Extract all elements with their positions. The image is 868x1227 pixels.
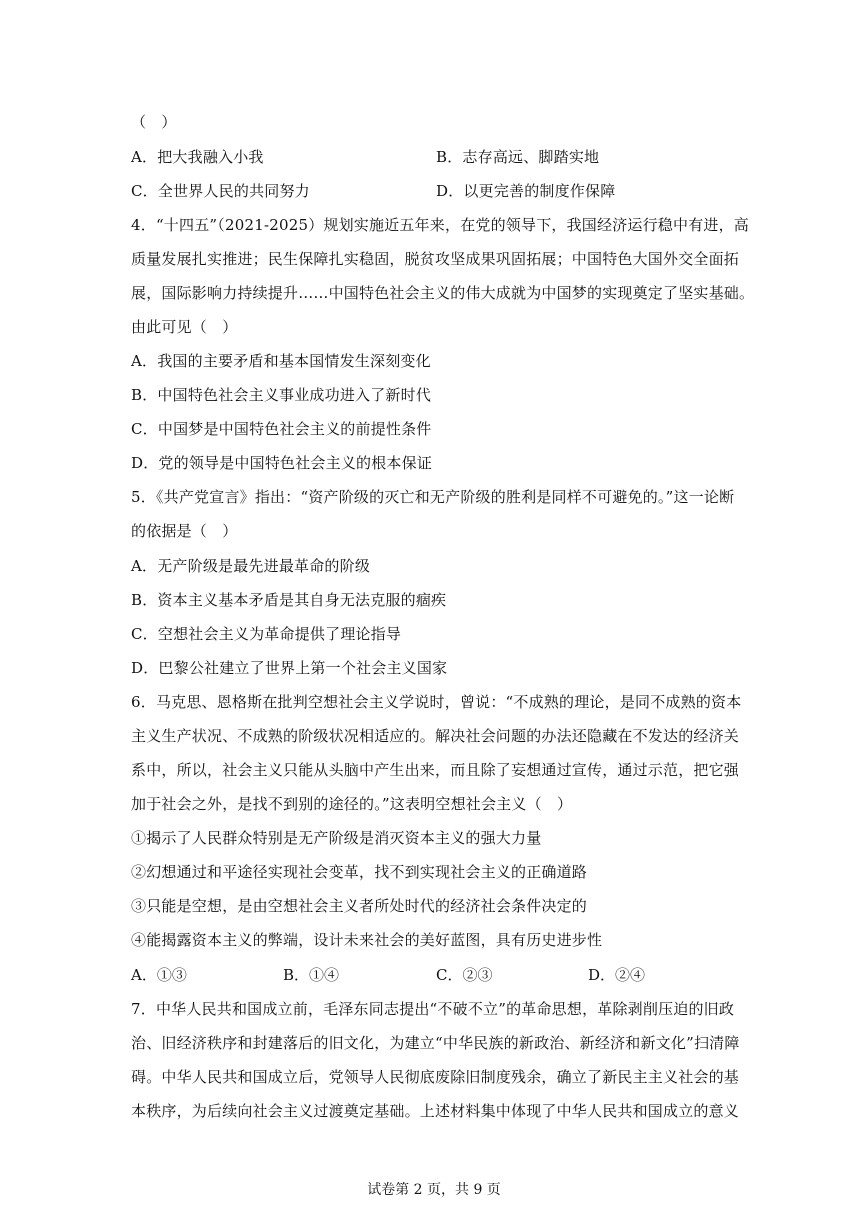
- q6-option-b: B．①④: [283, 966, 340, 984]
- q4-stem-line: 由此可见（ ）: [131, 318, 238, 336]
- q6-statement: ④能揭露资本主义的弊端，设计未来社会的美好蓝图，具有历史进步性: [131, 931, 603, 949]
- q4-option-c: C．中国梦是中国特色社会主义的前提性条件: [131, 420, 432, 438]
- q7-stem-line: 本秩序，为后续向社会主义过渡奠定基础。上述材料集中体现了中华人民共和国成立的意义: [131, 1102, 740, 1120]
- q6-stem-line: 加于社会之外，是找不到别的途径的。”这表明空想社会主义（ ）: [131, 795, 573, 813]
- q6-statement: ②幻想通过和平途径实现社会变革，找不到实现社会主义的正确道路: [131, 863, 588, 881]
- q5-option-a: A．无产阶级是最先进最革命的阶级: [131, 557, 371, 575]
- q4-option-d: D．党的领导是中国特色社会主义的根本保证: [131, 454, 433, 472]
- q3-option-a: A．把大我融入小我: [131, 148, 264, 166]
- q5-option-b: B．资本主义基本矛盾是其自身无法克服的痼疾: [131, 591, 447, 609]
- q4-stem-line: 展，国际影响力持续提升……中国特色社会主义的伟大成就为中国梦的实现奠定了坚实基础。: [131, 284, 755, 302]
- q4-stem-line: 4．“十四五”（2021-2025）规划实施近五年来，在党的领导下，我国经济运行稳中有进，高: [131, 216, 749, 234]
- q7-stem-line: 治、旧经济秩序和封建落后的旧文化，为建立“中华民族的新政治、新经济和新文化”扫清障: [131, 1034, 740, 1052]
- q5-option-d: D．巴黎公社建立了世界上第一个社会主义国家: [131, 659, 448, 677]
- q6-option-c: C．②③: [436, 966, 493, 984]
- q6-option-d: D．②④: [588, 966, 646, 984]
- q5-option-c: C．空想社会主义为革命提供了理论指导: [131, 625, 402, 643]
- q5-stem-line: 的依据是（ ）: [131, 522, 238, 540]
- q4-stem-line: 质量发展扎实推进；民生保障扎实稳固，脱贫攻坚成果巩固拓展；中国特色大国外交全面拓: [131, 250, 740, 268]
- q7-stem-line: 7．中华人民共和国成立前，毛泽东同志提出“不破不立”的革命思想，革除剥削压迫的旧政: [131, 1000, 735, 1018]
- q4-option-a: A．我国的主要矛盾和基本国情发生深刻变化: [131, 352, 431, 370]
- q3-paren: （ ）: [131, 113, 177, 131]
- q6-statement: ①揭示了人民群众特别是无产阶级是消灭资本主义的强大力量: [131, 829, 542, 847]
- q5-stem-line: 5．《共产党宣言》指出：“资产阶级的灭亡和无产阶级的胜利是同样不可避免的。”这一论断: [131, 488, 735, 506]
- q3-option-d: D．以更完善的制度作保障: [436, 182, 616, 200]
- q7-stem-line: 碍。中华人民共和国成立后，党领导人民彻底废除旧制度残余，确立了新民主主义社会的基: [131, 1068, 740, 1086]
- q3-option-c: C．全世界人民的共同努力: [131, 182, 310, 200]
- q3-option-b: B．志存高远、脚踏实地: [436, 148, 600, 166]
- q4-option-b: B．中国特色社会主义事业成功进入了新时代: [131, 386, 432, 404]
- page-footer: 试卷第 2 页，共 9 页: [367, 1182, 501, 1198]
- q6-stem-line: 6．马克思、恩格斯在批判空想社会主义学说时，曾说：“不成熟的理论，是同不成熟的资本: [131, 693, 742, 711]
- q6-stem-line: 系中，所以，社会主义只能从头脑中产生出来，而且除了妄想通过宣传，通过示范，把它强: [131, 761, 740, 779]
- q6-stem-line: 主义生产状况、不成熟的阶级状况相适应的。解决社会问题的办法还隐藏在不发达的经济关: [131, 727, 740, 745]
- q6-statement: ③只能是空想，是由空想社会主义者所处时代的经济社会条件决定的: [131, 897, 588, 915]
- q6-option-a: A．①③: [131, 966, 187, 984]
